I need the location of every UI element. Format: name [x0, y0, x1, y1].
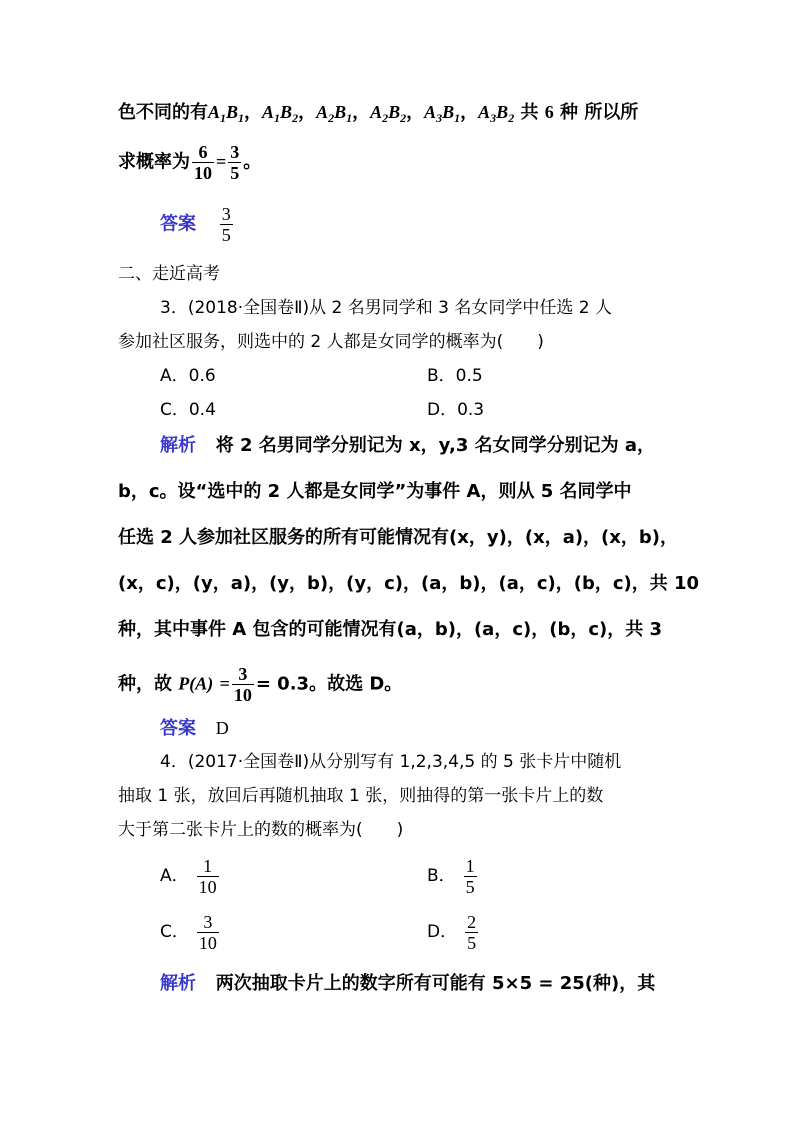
- frac-den: 10: [198, 876, 217, 897]
- q3-option-b: B．0.5: [427, 366, 483, 386]
- period: 。: [243, 151, 262, 173]
- answer-label: 答案: [160, 718, 196, 739]
- answer-3: [160, 716, 229, 741]
- sep: ，: [244, 102, 263, 122]
- q4-option-a: [160, 850, 221, 902]
- option-label: C．: [160, 922, 189, 942]
- option-fraction: [465, 912, 478, 953]
- frac-den: 5: [230, 163, 240, 183]
- prob-expr: P(A): [178, 673, 214, 694]
- sol3-text6d: = 0.3。故选 D。: [255, 673, 403, 695]
- sol3-line5: 种，其中事件 A 包含的可能情况有(a，b)，(a，c)，(b，c)，共 3: [118, 619, 663, 640]
- p1-line1: [118, 100, 638, 130]
- option-fraction: [197, 912, 219, 953]
- frac-den: 10: [194, 163, 212, 183]
- equals: =: [216, 151, 227, 172]
- answer-label: 答案: [160, 213, 196, 235]
- sol3-line4: (x，c)，(y，a)，(y，b)，(y，c)，(a，b)，(a，c)，(b，c)，共 10: [118, 573, 700, 594]
- sol3-line1: [160, 434, 655, 458]
- answer-1: [160, 204, 235, 245]
- pair-A2B1: $A_2B_1$: [316, 102, 353, 125]
- pair-A3B1: $A_3B_1$: [424, 102, 461, 125]
- frac-num: 1: [465, 855, 475, 876]
- sol4-text: 两次抽取卡片上的数字所有可能有 5×5 = 25(种)，其: [215, 973, 656, 994]
- fraction-3-10: [232, 664, 254, 705]
- frac-num: 6: [192, 142, 214, 163]
- q3-line2: 参加社区服务，则选中的 2 人都是女同学的概率为( ): [118, 332, 544, 352]
- p1-text-b: 共: [520, 102, 539, 123]
- frac-num: 3: [230, 142, 240, 162]
- option-label: D．: [427, 922, 458, 942]
- frac-num: 3: [221, 204, 231, 224]
- sol3-text6a: 种，故: [118, 673, 172, 695]
- option-fraction: [197, 856, 219, 897]
- sol3-line6: [118, 664, 402, 705]
- sep: ，: [406, 102, 425, 122]
- option-label: B．: [427, 866, 456, 886]
- option-fraction: [464, 856, 477, 897]
- p1-text-f: 求概率为: [118, 151, 190, 173]
- fraction-6-10: [192, 142, 214, 183]
- sol4-line1: [160, 972, 655, 996]
- solution-label: 解析: [160, 435, 196, 456]
- q4-line1: 4．(2017·全国卷Ⅱ)从分别写有 1,2,3,4,5 的 5 张卡片中随机: [160, 752, 622, 772]
- pair-A1B2: $A_1B_2$: [262, 102, 299, 125]
- p1-text-d: 种: [560, 102, 579, 123]
- q4-line2: 抽取 1 张，放回后再随机抽取 1 张，则抽得的第一张卡片上的数: [118, 786, 604, 806]
- frac-num: 1: [197, 856, 219, 877]
- section-heading: 二、走近高考: [118, 264, 220, 284]
- sep: ，: [460, 102, 479, 122]
- sep: ，: [352, 102, 371, 122]
- p1-line2: [118, 142, 261, 183]
- pair-A2B2: $A_2B_2$: [370, 102, 407, 125]
- frac-num: 3: [197, 912, 219, 933]
- q3-line1: 3．(2018·全国卷Ⅱ)从 2 名男同学和 3 名女同学中任选 2 人: [160, 298, 612, 318]
- q4-line3: 大于第二张卡片上的数的概率为( ): [118, 820, 404, 840]
- sol3-line2: b，c。设“选中的 2 人都是女同学”为事件 A，则从 5 名同学中: [118, 481, 632, 502]
- sol3-line3: 任选 2 人参加社区服务的所有可能情况有(x，y)，(x，a)，(x，b)，: [118, 527, 679, 548]
- pair-A1B1: $A_1B_1$: [208, 102, 245, 125]
- frac-num: 2: [467, 911, 477, 932]
- sol3-text1: 将 2 名男同学分别记为 x，y,3 名女同学分别记为 a，: [215, 435, 656, 456]
- q4-option-d: [427, 906, 480, 958]
- solution-label: 解析: [160, 973, 196, 994]
- answer-value: D: [215, 718, 229, 738]
- sep: ，: [298, 102, 317, 122]
- equals: =: [219, 673, 230, 694]
- fraction-3-5: [228, 142, 241, 183]
- frac-den: 10: [233, 685, 252, 705]
- frac-num: 3: [232, 664, 254, 685]
- p1-text-a: 色不同的有: [118, 102, 208, 123]
- p1-text-e: 所以所: [584, 102, 639, 123]
- frac-den: 5: [465, 876, 475, 897]
- frac-den: 5: [221, 225, 231, 245]
- q3-option-d: D．0.3: [427, 400, 485, 420]
- frac-den: 5: [467, 932, 477, 953]
- answer-fraction: [220, 204, 233, 245]
- frac-den: 10: [198, 932, 217, 953]
- q4-option-b: [427, 850, 479, 902]
- q4-option-c: [160, 906, 221, 958]
- pair-A3B2: $A_3B_2$: [478, 102, 515, 125]
- q3-option-a: A．0.6: [160, 366, 216, 386]
- q3-option-c: C．0.4: [160, 400, 216, 420]
- option-label: A．: [160, 866, 189, 886]
- p1-count: 6: [544, 102, 554, 122]
